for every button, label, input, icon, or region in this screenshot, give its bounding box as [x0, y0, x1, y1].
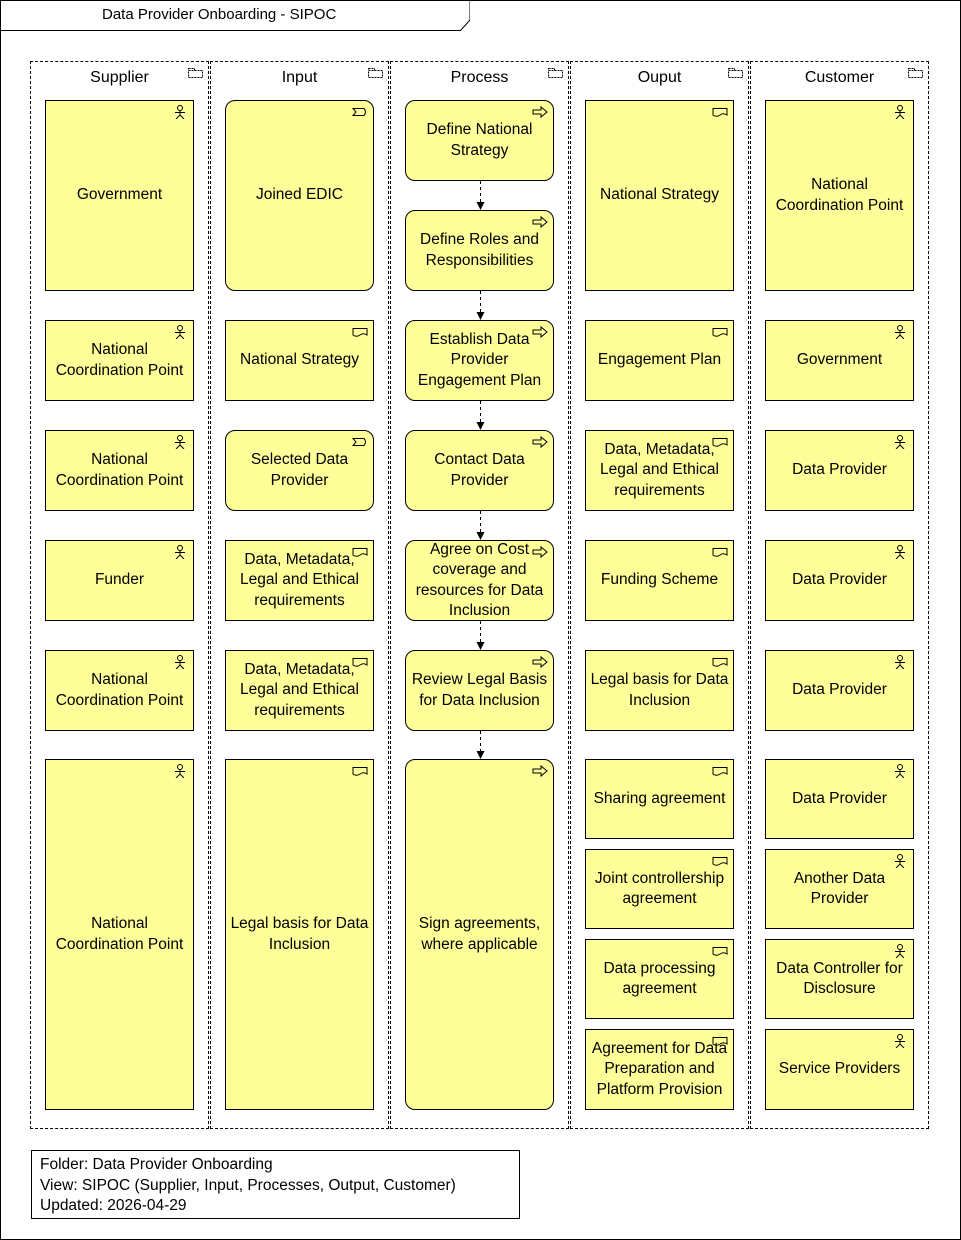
element-label: National Coordination Point [55, 341, 184, 379]
element-label: Legal basis for Data Inclusion [590, 671, 729, 709]
output-element[interactable] [585, 759, 734, 839]
deliverable-icon [712, 545, 728, 559]
lane-title: Process [450, 69, 509, 86]
customer-element[interactable] [765, 939, 914, 1019]
view-info-note [31, 1150, 520, 1219]
element-label: Sharing agreement [593, 789, 726, 807]
element-label: Legal basis for Data Inclusion [230, 915, 369, 953]
element-label: Government [76, 186, 163, 204]
output-element[interactable] [585, 540, 734, 621]
lane-title: Input [281, 69, 318, 86]
output-element[interactable] [585, 100, 734, 291]
actor-icon [892, 655, 908, 669]
element-label: Data Provider [792, 789, 887, 807]
actor-icon [892, 545, 908, 559]
element-label: Government [796, 351, 883, 369]
actor-icon [892, 764, 908, 778]
deliverable-icon [712, 764, 728, 778]
lane-title: Ouput [637, 69, 682, 86]
element-label: National Strategy [240, 351, 359, 369]
element-label: Selected Data Provider [250, 451, 349, 489]
element-label: Another Data Provider [793, 869, 886, 907]
customer-element[interactable] [765, 650, 914, 731]
flow-arrowhead [477, 532, 485, 540]
actor-icon [892, 1034, 908, 1048]
lane-title: Supplier [90, 69, 149, 86]
element-label: Service Providers [778, 1060, 901, 1078]
deliverable-icon [712, 655, 728, 669]
lane-title: Customer [804, 69, 875, 86]
element-label: Data Provider [792, 681, 887, 699]
customer-element[interactable] [765, 540, 914, 621]
flow-arrowhead [477, 202, 485, 210]
deliverable-icon [712, 105, 728, 119]
folder-text: Folder: Data Provider Onboarding [40, 1156, 273, 1173]
element-label: National Strategy [600, 186, 719, 204]
element-label: Funding Scheme [600, 571, 719, 589]
actor-icon [892, 944, 908, 958]
element-label: National Coordination Point [55, 451, 184, 489]
element-label: Data, Metadata, Legal and Ethical requirements [240, 660, 359, 719]
updated-text: Updated: 2026-04-29 [40, 1197, 187, 1214]
element-label: Funder [94, 571, 145, 589]
element-label: Engagement Plan [597, 351, 722, 369]
element-label: Data Provider [792, 571, 887, 589]
element-label: Data, Metadata, Legal and Ethical requirements [240, 550, 359, 609]
element-label: Define National Strategy [426, 121, 533, 159]
element-label: Define Roles and Responsibilities [420, 231, 539, 269]
element-label: Establish Data Provider Engagement Plan [417, 330, 542, 389]
flow-arrowhead [477, 312, 485, 320]
customer-element[interactable] [765, 430, 914, 511]
actor-icon [892, 435, 908, 449]
customer-element[interactable] [765, 1029, 914, 1110]
element-label: Data Controller for Disclosure [776, 959, 903, 997]
element-label: Sign agreements, where applicable [418, 915, 541, 953]
actor-icon [892, 105, 908, 119]
element-label: Review Legal Basis for Data Inclusion [411, 671, 548, 709]
element-label: Joined EDIC [255, 186, 343, 204]
element-label: Joint controllership agreement [594, 869, 725, 907]
element-label: National Coordination Point [55, 671, 184, 709]
customer-element[interactable] [765, 320, 914, 401]
element-label: Agreement for Data Preparation and Platform Provision [591, 1039, 728, 1098]
flow-arrowhead [477, 642, 485, 650]
customer-element[interactable] [765, 100, 914, 291]
element-label: Data Provider [792, 461, 887, 479]
element-label: Contact Data Provider [434, 451, 525, 489]
element-label: Data processing agreement [603, 959, 716, 997]
output-element[interactable] [585, 939, 734, 1019]
flow-arrowhead [477, 751, 485, 759]
element-label: Data, Metadata, Legal and Ethical requirements [600, 440, 719, 499]
output-element[interactable] [585, 430, 734, 511]
deliverable-icon [712, 1034, 728, 1048]
diagram-title: Data Provider Onboarding - SIPOC [102, 6, 337, 23]
output-element[interactable] [585, 1029, 734, 1110]
view-text: View: SIPOC (Supplier, Input, Processes, Output, Customer) [40, 1176, 456, 1194]
deliverable-icon [712, 435, 728, 449]
output-element[interactable] [585, 849, 734, 929]
actor-icon [892, 854, 908, 868]
element-label: Agree on Cost coverage and resources for Data Inclusion [415, 540, 544, 619]
flow-arrowhead [477, 422, 485, 430]
deliverable-icon [712, 944, 728, 958]
output-element[interactable] [585, 650, 734, 731]
customer-element[interactable] [765, 759, 914, 839]
deliverable-icon [712, 854, 728, 868]
output-element[interactable] [585, 320, 734, 401]
actor-icon [892, 325, 908, 339]
element-label: National Coordination Point [55, 915, 184, 953]
element-label: National Coordination Point [775, 176, 904, 214]
customer-element[interactable] [765, 849, 914, 929]
deliverable-icon [712, 325, 728, 339]
